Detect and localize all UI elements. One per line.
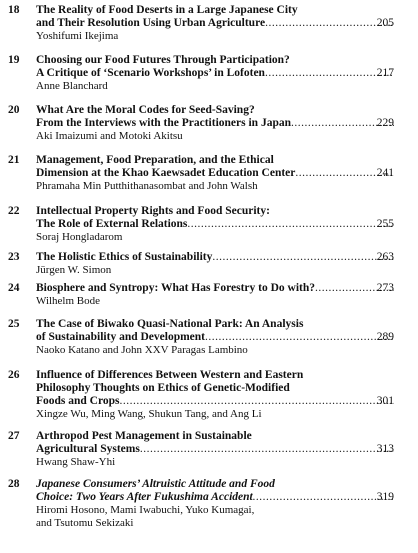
chapter-title-line xyxy=(36,395,394,408)
chapter-title-text: Choice: Two Years After Fukushima Accident xyxy=(36,491,253,503)
dot-leader xyxy=(265,17,394,30)
page-number: 263 xyxy=(376,251,394,263)
chapter-number: 22 xyxy=(8,205,20,217)
chapter-title-line: What Are the Moral Codes for Seed-Saving? xyxy=(36,104,255,116)
chapter-title-text: The Role of External Relations xyxy=(36,218,188,230)
chapter-title-text: and Their Resolution Using Urban Agriculture xyxy=(36,17,266,29)
chapter-title-line: Influence of Differences Between Western and Eastern xyxy=(36,369,304,381)
chapter-title-line xyxy=(36,218,394,231)
chapter-content xyxy=(36,369,394,421)
chapter-title-line: The Reality of Food Deserts in a Large Japanese City xyxy=(36,4,298,16)
chapter-authors: Aki Imaizumi and Motoki Akitsu xyxy=(36,130,183,142)
chapter-content xyxy=(36,282,394,308)
dot-leader xyxy=(187,218,394,231)
chapter-authors: Anne Blanchard xyxy=(36,80,108,92)
page-number: 229 xyxy=(376,117,394,129)
chapter-title-line xyxy=(36,67,394,80)
chapter-content xyxy=(36,478,394,530)
chapter-number: 26 xyxy=(8,369,20,381)
chapter-number: 27 xyxy=(8,430,20,442)
chapter-content xyxy=(36,430,394,469)
chapter-number: 24 xyxy=(8,282,20,294)
chapter-content xyxy=(36,205,394,244)
chapter-authors: Wilhelm Bode xyxy=(36,295,101,307)
chapter-title-line xyxy=(36,331,394,344)
chapter-authors: Jürgen W. Simon xyxy=(36,264,112,276)
chapter-title-line xyxy=(36,491,394,504)
dot-leader xyxy=(140,443,394,456)
chapter-title-line xyxy=(36,443,394,456)
chapter-title-text: Dimension at the Khao Kaewsadet Education Center xyxy=(36,167,296,179)
chapter-number: 18 xyxy=(8,4,20,16)
page-number: 273 xyxy=(376,282,394,294)
chapter-content xyxy=(36,251,394,277)
chapter-title-line: The Case of Biwako Quasi-National Park: An Analysis xyxy=(36,318,304,330)
chapter-title-text: of Sustainability and Development xyxy=(36,331,206,343)
chapter-title-line: Management, Food Preparation, and the Ethical xyxy=(36,154,274,166)
dot-leader xyxy=(212,251,394,264)
dot-leader xyxy=(205,331,394,344)
chapter-content xyxy=(36,54,394,93)
chapter-content xyxy=(36,154,394,193)
dot-leader xyxy=(253,491,394,504)
chapter-authors: Soraj Hongladarom xyxy=(36,231,123,243)
chapter-title-line xyxy=(36,17,394,30)
dot-leader xyxy=(265,67,394,80)
chapter-number: 21 xyxy=(8,154,20,166)
chapter-number: 28 xyxy=(8,478,20,490)
page-number: 241 xyxy=(376,167,394,179)
chapter-title-line: Arthropod Pest Management in Sustainable xyxy=(36,430,252,442)
chapter-title-text: Biosphere and Syntropy: What Has Forestry to Do with? xyxy=(36,282,316,294)
chapter-title-line xyxy=(36,117,394,130)
chapter-title-text: From the Interviews with the Practitioners in Japan xyxy=(36,117,291,129)
page-number: 301 xyxy=(376,395,394,407)
chapter-title-line xyxy=(36,167,394,180)
chapter-title-text: Foods and Crops xyxy=(36,395,120,407)
chapter-content xyxy=(36,104,394,143)
chapter-number: 23 xyxy=(8,251,20,263)
page-number: 205 xyxy=(376,17,394,29)
page-number: 217 xyxy=(376,67,394,79)
chapter-title-line: Choosing our Food Futures Through Participation? xyxy=(36,54,290,66)
chapter-authors: Naoko Katano and John XXV Paragas Lambino xyxy=(36,344,248,356)
chapter-authors: Hwang Shaw-Yhi xyxy=(36,456,116,468)
chapter-title-text: A Critique of ‘Scenario Workshops’ in Lofoten xyxy=(36,67,265,79)
chapter-title-text: Agricultural Systems xyxy=(36,443,140,455)
chapter-authors: Xingze Wu, Ming Wang, Shukun Tang, and Ang Li xyxy=(36,408,262,420)
page-number: 255 xyxy=(376,218,394,230)
chapter-number: 25 xyxy=(8,318,20,330)
chapter-content xyxy=(36,318,394,357)
page-number: 289 xyxy=(376,331,394,343)
chapter-content xyxy=(36,4,394,43)
chapter-authors: Hiromi Hosono, Mami Iwabuchi, Yuko Kumagai, xyxy=(36,504,255,516)
chapter-authors: Yoshifumi Ikejima xyxy=(36,30,119,42)
chapter-title-line: Philosophy Thoughts on Ethics of Genetic-Modified xyxy=(36,382,290,394)
chapter-title-line xyxy=(36,251,394,264)
chapter-number: 20 xyxy=(8,104,20,116)
dot-leader xyxy=(120,395,394,408)
chapter-authors: Phramaha Min Putthithanasombat and John Walsh xyxy=(36,180,258,192)
chapter-authors: and Tsutomu Sekizaki xyxy=(36,517,134,529)
chapter-title-line: Japanese Consumers’ Altruistic Attitude and Food xyxy=(36,478,275,490)
chapter-number: 19 xyxy=(8,54,20,66)
chapter-title-line xyxy=(36,282,394,295)
page-number: 313 xyxy=(376,443,394,455)
chapter-title-line: Intellectual Property Rights and Food Security: xyxy=(36,205,270,217)
page-number: 319 xyxy=(376,491,394,503)
chapter-title-text: The Holistic Ethics of Sustainability xyxy=(36,251,213,263)
